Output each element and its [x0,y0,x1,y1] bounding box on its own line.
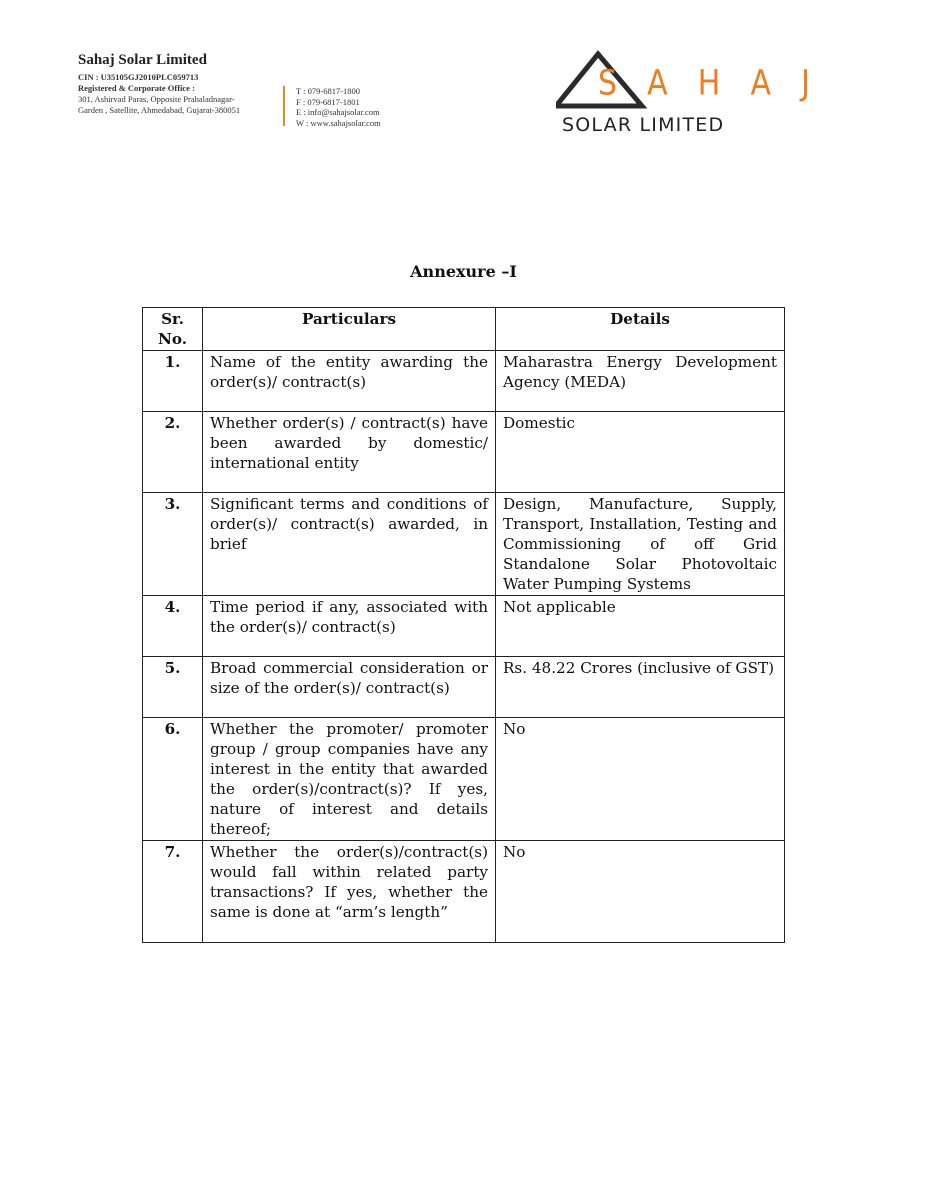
email-address: E : info@sahajsolar.com [296,107,380,117]
letterhead-company-block [78,52,288,116]
letterhead-divider [283,86,285,126]
row-sr-no: 5. [143,657,203,718]
row-sr-no: 6. [143,718,203,841]
row-sr-no: 7. [143,841,203,943]
logo-subtitle: SOLAR LIMITED [562,114,725,136]
address-line-2: Garden , Satellite, Ahmedabad, Gujarat-380051 [78,105,241,115]
sahaj-logo [556,48,810,140]
row-particulars: Name of the entity awarding the order(s)/ contract(s) [203,351,496,412]
row-particulars: Broad commercial consideration or size of the order(s)/ contract(s) [203,657,496,718]
table-row [143,718,785,841]
row-details: Domestic [496,412,785,493]
row-sr-no: 4. [143,596,203,657]
table-header-row [143,308,785,351]
row-sr-no: 1. [143,351,203,412]
row-sr-no: 3. [143,493,203,596]
table-row [143,351,785,412]
table-row [143,412,785,493]
cin-number: CIN : U35105GJ2010PLC059713 [78,72,199,82]
logo-letter: A [647,63,668,104]
row-particulars: Time period if any, associated with the order(s)/ contract(s) [203,596,496,657]
row-details: Design, Manufacture, Supply, Transport, Installation, Testing and Commissioning of off Grid Standalone Solar Photovoltaic Water Pumping Systems [496,493,785,596]
row-particulars: Significant terms and conditions of order(s)/ contract(s) awarded, in brief [203,493,496,596]
company-name: Sahaj Solar Limited [78,52,207,68]
header-details: Details [496,308,785,351]
row-details: Maharastra Energy Development Agency (MEDA) [496,351,785,412]
logo-letter: A [750,63,771,104]
phone-number: T : 079-6817-1800 [296,86,361,96]
logo-letter: H [697,63,721,104]
row-details: No [496,718,785,841]
header-particulars: Particulars [203,308,496,351]
fax-number: F : 079-6817-1801 [296,96,360,107]
table-row [143,493,785,596]
website-address: W : www.sahajsolar.com [296,117,381,128]
address-line-1: 301, Ashirvad Paras, Opposite Prahaladnagar- [78,94,235,104]
office-label: Registered & Corporate Office : [78,83,195,93]
table-row [143,841,785,943]
logo-letter: J [801,63,810,104]
row-particulars: Whether order(s) / contract(s) have been awarded by domestic/ international entity [203,412,496,493]
header-sr-no: Sr. No. [143,308,203,351]
row-details: Not applicable [496,596,785,657]
table-row [143,657,785,718]
row-particulars: Whether the promoter/ promoter group / group companies have any interest in the entity that awarded the order(s)/contract(s)? If yes, nature of interest and details thereof; [203,718,496,841]
page-title: Annexure –I [410,262,517,281]
table-row [143,596,785,657]
row-particulars: Whether the order(s)/contract(s) would fall within related party transactions? If yes, whether the same is done at “arm’s length” [203,841,496,943]
logo-letter: S [598,63,618,104]
annexure-table [142,307,785,943]
letterhead-contact-block [296,86,381,128]
row-details: No [496,841,785,943]
row-sr-no: 2. [143,412,203,493]
row-details: Rs. 48.22 Crores (inclusive of GST) [496,657,785,718]
